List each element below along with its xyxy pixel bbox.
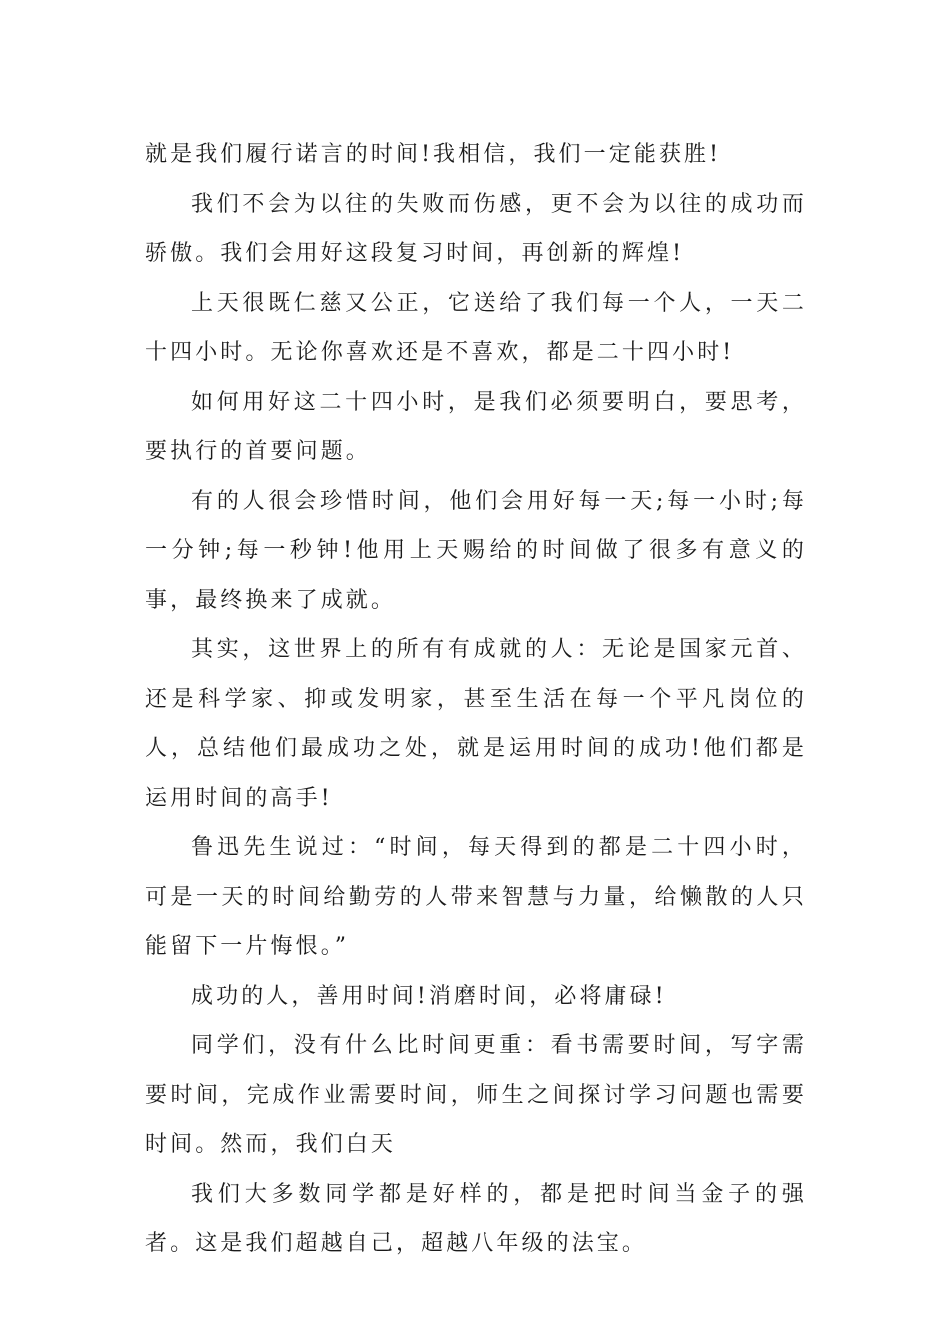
- paragraph-4: 如何用好这二十四小时，是我们必须要明白，要思考，要执行的首要问题。: [145, 389, 807, 464]
- document-body: [145, 130, 807, 1269]
- paragraph-5: 有的人很会珍惜时间，他们会用好每一天;每一小时;每一分钟;每一秒钟!他用上天赐给的时间做了很多有意义的事，最终换来了成就。: [145, 488, 807, 613]
- paragraph-7: 鲁迅先生说过：“时间，每天得到的都是二十四小时，可是一天的时间给勤劳的人带来智慧与力量，给懒散的人只能留下一片悔恨。”: [145, 835, 807, 959]
- paragraph-3: 上天很既仁慈又公正，它送给了我们每一个人，一天二十四小时。无论你喜欢还是不喜欢，都是二十四小时!: [145, 290, 807, 365]
- paragraph-2: 我们不会为以往的失败而伤感，更不会为以往的成功而骄傲。我们会用好这段复习时间，再创新的辉煌!: [145, 191, 807, 266]
- paragraph-9: 同学们，没有什么比时间更重：看书需要时间，写字需要时间，完成作业需要时间，师生之间探讨学习问题也需要时间。然而，我们白天: [145, 1033, 807, 1157]
- paragraph-6: 其实，这世界上的所有有成就的人：无论是国家元首、还是科学家、抑或发明家，甚至生活在每一个平凡岗位的人，总结他们最成功之处，就是运用时间的成功!他们都是运用时间的高手!: [145, 637, 807, 811]
- paragraph-8: 成功的人，善用时间!消磨时间，必将庸碌!: [191, 983, 667, 1009]
- paragraph-10: 我们大多数同学都是好样的，都是把时间当金子的强者。这是我们超越自己，超越八年级的法宝。: [145, 1181, 807, 1256]
- paragraph-1: 就是我们履行诺言的时间!我相信，我们一定能获胜!: [145, 142, 722, 167]
